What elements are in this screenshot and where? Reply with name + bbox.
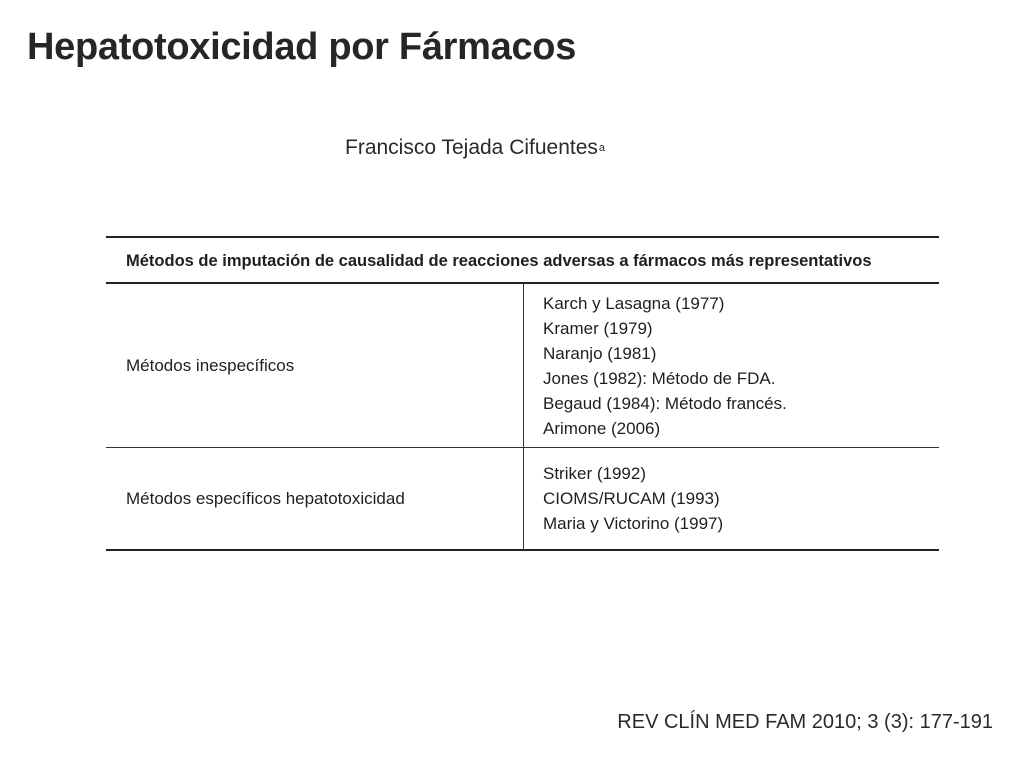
method-item: Arimone (2006) <box>543 418 661 438</box>
method-item: Naranjo (1981) <box>543 343 657 363</box>
row-values-hepatotoxicity <box>524 448 940 551</box>
slide-title: Hepatotoxicidad por Fármacos <box>27 26 577 68</box>
method-item: Striker (1992) <box>543 464 646 483</box>
author-name: Francisco Tejada Cifuentes <box>345 136 598 159</box>
table-row <box>106 448 939 551</box>
row-values-nonspecific <box>524 283 940 448</box>
method-item: Jones (1982): Método de FDA. <box>543 368 776 388</box>
method-item: Begaud (1984): Método francés. <box>543 393 787 413</box>
table-header: Métodos de imputación de causalidad de reacciones adversas a fármacos más representativos <box>106 237 939 283</box>
row-label-nonspecific: Métodos inespecíficos <box>106 283 524 448</box>
table-header-row <box>106 237 939 283</box>
author-line <box>345 136 605 160</box>
journal-reference: REV CLÍN MED FAM 2010; 3 (3): 177-191 <box>617 711 993 733</box>
methods-table-container <box>106 236 939 551</box>
row-label-hepatotoxicity: Métodos específicos hepatotoxicidad <box>106 448 524 551</box>
author-affiliation-mark: a <box>598 142 606 154</box>
method-item: Karch y Lasagna (1977) <box>543 293 725 313</box>
method-item: Kramer (1979) <box>543 318 653 338</box>
method-item: Maria y Victorino (1997) <box>543 514 724 533</box>
table-row <box>106 283 939 448</box>
methods-table <box>106 236 939 551</box>
method-item: CIOMS/RUCAM (1993) <box>543 489 720 508</box>
